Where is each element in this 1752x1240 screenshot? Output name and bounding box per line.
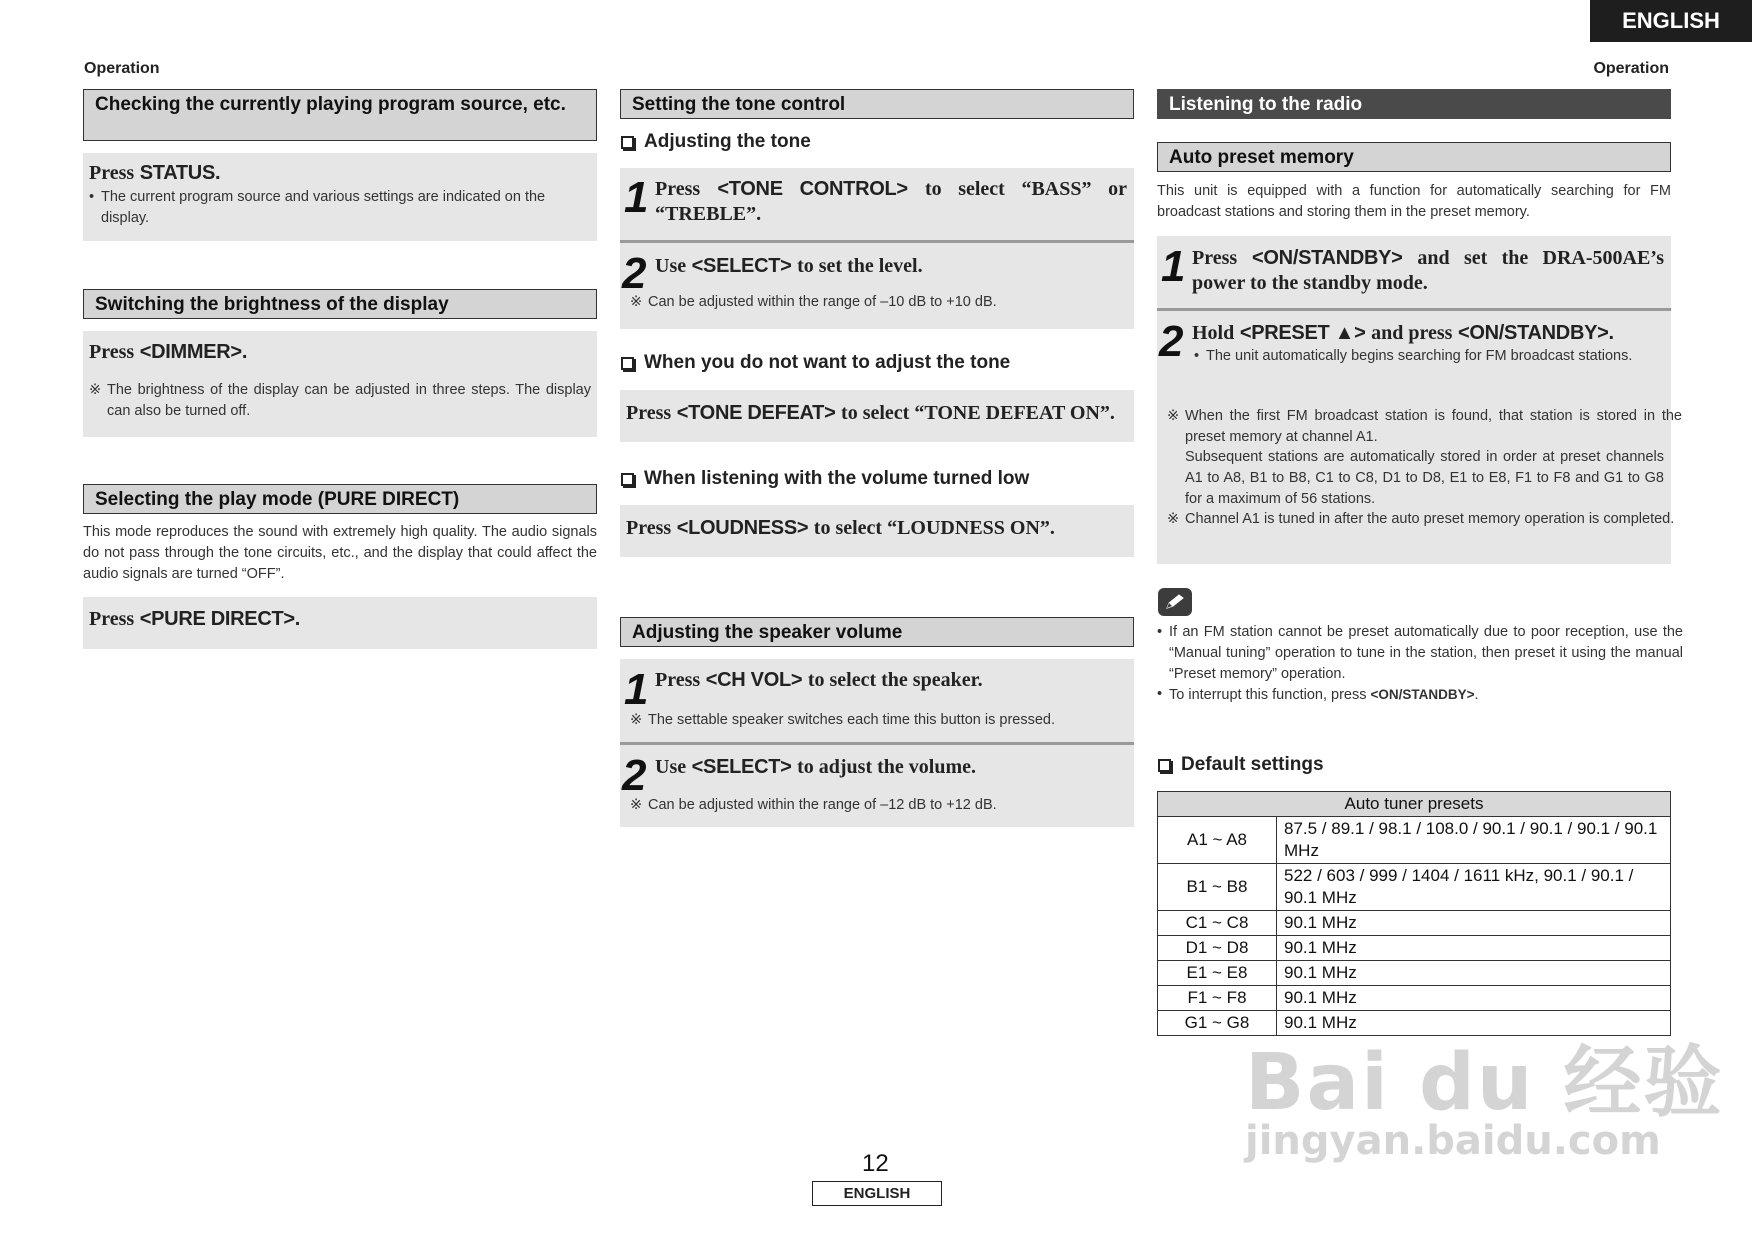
subheading-adjust-tone: Adjusting the tone	[621, 131, 811, 153]
step-text: Use <SELECT> to adjust the volume.	[655, 756, 976, 778]
preset-row	[1158, 817, 1671, 864]
preset-frequency: 90.1 MHz	[1277, 986, 1671, 1011]
step-number: 2	[1159, 317, 1184, 366]
step-text: Press <CH VOL> to select the speaker.	[655, 669, 983, 691]
checkbox-icon	[621, 136, 634, 149]
preset-row	[1158, 936, 1671, 961]
subheading-default-settings: Default settings	[1158, 754, 1324, 776]
memo-manual-tuning: • If an FM station cannot be preset automatically due to poor reception, use the “Manual tuning” operation to tune in the station, then preset it using the manual “Preset memory” operation.	[1157, 624, 1683, 682]
preset-row	[1158, 1011, 1671, 1036]
section-heading-speaker-volume: Adjusting the speaker volume	[620, 617, 1134, 647]
section-heading-pure-direct: Selecting the play mode (PURE DIRECT)	[83, 484, 597, 514]
step-note: ※ Can be adjusted within the range of –12 dB to +12 dB.	[630, 797, 997, 813]
pure-direct-key: <PURE DIRECT>.	[139, 608, 301, 630]
step-note: ※ Can be adjusted within the range of –10 dB to +10 dB.	[630, 294, 997, 310]
preset-channel: G1 ~ G8	[1158, 1011, 1277, 1036]
section-heading-tone: Setting the tone control	[620, 89, 1134, 119]
preset-row	[1158, 961, 1671, 986]
tone-step-2	[620, 243, 1134, 329]
step-number: 2	[622, 751, 647, 800]
radio-step-1	[1157, 236, 1671, 308]
dimmer-instruction-box	[83, 331, 597, 437]
checkbox-icon	[1158, 759, 1171, 772]
tone-step-1	[620, 168, 1134, 240]
step-number: 1	[1161, 242, 1186, 291]
baidu-watermark-url: jingyan.baidu.com	[1245, 1118, 1661, 1164]
press-word: Press	[89, 162, 135, 184]
preset-channel: A1 ~ A8	[1158, 817, 1277, 864]
pure-direct-instruction-box	[83, 597, 597, 649]
preset-channel: E1 ~ E8	[1158, 961, 1277, 986]
section-heading-auto-preset: Auto preset memory	[1157, 142, 1671, 172]
step-note: ※ The settable speaker switches each time this button is pressed.	[630, 712, 1056, 728]
preset-frequency: 90.1 MHz	[1277, 961, 1671, 986]
step-text: Press <ON/STANDBY> and set the DRA-500AE’s power to the standby mode.	[1192, 247, 1665, 294]
preset-table-header: Auto tuner presets	[1158, 792, 1671, 817]
running-head-left: Operation	[84, 60, 160, 77]
step-text: Press <TONE CONTROL> to select “BASS” or “TREBLE”.	[655, 178, 1127, 225]
status-instruction-box	[83, 153, 597, 241]
preset-channel: F1 ~ F8	[1158, 986, 1277, 1011]
step-number: 1	[624, 173, 649, 222]
preset-row	[1158, 911, 1671, 936]
step-number: 2	[622, 249, 647, 298]
speaker-step-1	[620, 659, 1134, 742]
preset-frequency: 90.1 MHz	[1277, 1011, 1671, 1036]
preset-frequency: 90.1 MHz	[1277, 936, 1671, 961]
step-note-channel-a1: ※ Channel A1 is tuned in after the auto preset memory operation is completed.	[1167, 511, 1675, 527]
running-head-right: Operation	[1593, 60, 1669, 77]
status-note: • The current program source and various settings are indicated on the display.	[89, 189, 546, 226]
step-bullet: • The unit automatically begins searching for FM broadcast stations.	[1194, 348, 1633, 364]
tone-defeat-box: Press <TONE DEFEAT> to select “TONE DEFEAT ON”.	[620, 390, 1134, 442]
preset-frequency: 522 / 603 / 999 / 1404 / 1611 kHz, 90.1 / 90.1 / 90.1 MHz	[1277, 864, 1671, 911]
checkbox-icon	[621, 473, 634, 486]
section-heading-radio: Listening to the radio	[1157, 89, 1671, 119]
dimmer-key: <DIMMER>.	[139, 341, 248, 363]
pure-direct-description: This mode reproduces the sound with extremely high quality. The audio signals do not pass through the tone circuits, etc., and the display that could affect the audio signals are turned “OFF”.	[83, 524, 597, 582]
press-word: Press	[89, 341, 135, 363]
auto-preset-description: This unit is equipped with a function for automatically searching for FM broadcast stations and storing them in the preset memory.	[1157, 183, 1671, 220]
step-note-first-station: ※ When the first FM broadcast station is found, that station is stored in the preset memory at channel A1.	[1167, 408, 1682, 445]
subheading-tone-defeat: When you do not want to adjust the tone	[621, 352, 1010, 374]
checkbox-icon	[621, 357, 634, 370]
section-heading-dimmer: Switching the brightness of the display	[83, 289, 597, 319]
preset-channel: B1 ~ B8	[1158, 864, 1277, 911]
step-note-subsequent: Subsequent stations are automatically stored in order at preset channels A1 to A8, B1 to B8, C1 to C8, D1 to D8, E1 to E8, F1 to F8 and G1 to G8 for a maximum of 56 stations.	[1185, 449, 1664, 507]
subheading-loudness: When listening with the volume turned low	[621, 468, 1029, 490]
preset-channel: D1 ~ D8	[1158, 936, 1277, 961]
footer-language: ENGLISH	[812, 1181, 942, 1206]
press-word: Press	[89, 608, 135, 630]
preset-row	[1158, 864, 1671, 911]
preset-table	[1157, 791, 1671, 1036]
radio-step-2	[1157, 311, 1682, 564]
step-text: Use <SELECT> to set the level.	[655, 255, 923, 277]
preset-frequency: 87.5 / 89.1 / 98.1 / 108.0 / 90.1 / 90.1 / 90.1 / 90.1 MHz	[1277, 817, 1671, 864]
memo-interrupt: • To interrupt this function, press <ON/STANDBY>.	[1157, 686, 1479, 703]
pencil-memo-icon	[1158, 588, 1192, 616]
preset-row	[1158, 986, 1671, 1011]
preset-channel: C1 ~ C8	[1158, 911, 1277, 936]
status-key: STATUS.	[139, 162, 221, 184]
language-tab: ENGLISH	[1590, 0, 1752, 42]
step-text: Hold <PRESET ▲> and press <ON/STANDBY>.	[1192, 322, 1614, 344]
dimmer-note: ※ The brightness of the display can be adjusted in three steps. The display can also be turned off.	[89, 382, 591, 419]
loudness-box: Press <LOUDNESS> to select “LOUDNESS ON”.	[620, 505, 1134, 557]
preset-frequency: 90.1 MHz	[1277, 911, 1671, 936]
page-number: 12	[862, 1150, 889, 1177]
baidu-watermark-logo: Bai du 经验	[1245, 1038, 1724, 1128]
speaker-step-2	[620, 745, 1134, 827]
section-heading-status: Checking the currently playing program source, etc.	[83, 89, 597, 141]
step-number: 1	[624, 665, 649, 714]
